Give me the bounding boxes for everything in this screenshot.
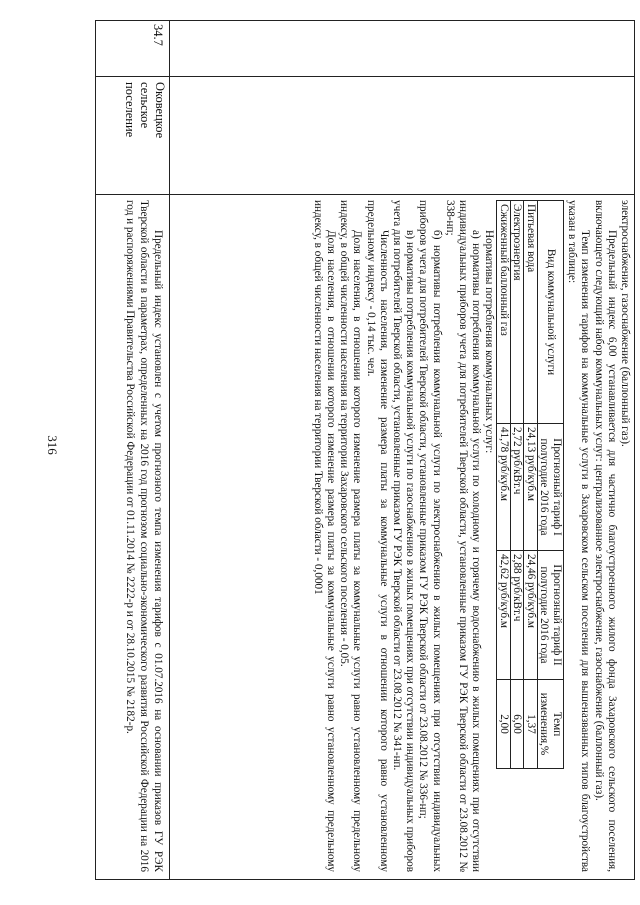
table-header: Вид коммунальной услуги xyxy=(537,201,563,424)
settlement-name xyxy=(122,82,167,142)
settlement-name-line: сельское xyxy=(138,82,152,129)
tariff-table xyxy=(496,200,564,769)
paragraph: б) нормативы потребления коммунальной услуги по электроснабжению в жилых помещениях при отсутствии индивидуальных приборов учета для потребителей Тверской области, установленные приказом ГУ РЭК Тверской области от 23.08.2012 № 336-нп; xyxy=(417,200,443,872)
paragraph: Доля населения, в отношении которого изменение размера платы за коммунальные услуги равно установленному предельному индексу, в общей численности населения на территории Тверской области - 0,0001 xyxy=(311,200,338,872)
table-cell: 2,00 xyxy=(497,680,511,769)
paragraph: а) нормативы потребления коммунальной услуги по холодному и горячему водоснабжению в жилых помещениях при отсутствии индивидуальных приборов учета для потребителей Тверской области, установленные приказом ГУ РЭК Тверской области от 23.08.2012 № 338-нп; xyxy=(443,200,483,872)
table-cell: 24,46 руб/куб.м xyxy=(524,551,538,680)
paragraph: Численность населения, изменение размера платы за коммунальные услуги в отношении которого равно установленному предельному индексу - 0,14 тыс. чел. xyxy=(364,200,390,872)
paragraph: электроснабжение, газоснабжение (баллонный газ). xyxy=(619,200,631,447)
table-row xyxy=(524,201,538,769)
lower-row-content xyxy=(122,200,165,872)
table-cell: 24,13 руб/куб.м xyxy=(524,424,538,551)
table-row xyxy=(497,201,511,769)
table-cell: 6,00 xyxy=(510,680,524,769)
table-header: Темп изменения,% xyxy=(537,680,563,769)
row-divider xyxy=(169,20,170,880)
paragraph: Предельный индекс 6,00 устанавливается для частично благоустроенного жилого фонда Захаровского сельского поселения, включающего следующий набор коммунальных услуг: централизованное электроснабжение, газоснабжение (баллонный газ). xyxy=(592,200,618,872)
settlement-name-line: Оковецкое xyxy=(153,82,167,139)
table-cell: 1,37 xyxy=(524,680,538,769)
column-divider xyxy=(95,194,635,195)
paragraph: Нормативы потребления коммунальных услуг: xyxy=(483,230,496,454)
paragraph: в) нормативы потребления коммунальной услуги по газоснабжению в жилых помещениях при отсутствии индивидуальных приборов учета для потребителей Тверской области, установленные приказом ГУ РЭК Тверской области от 23.08.2012 № 341-нп. xyxy=(391,200,417,872)
settlement-name-line: поселение xyxy=(123,82,137,138)
page-number: 316 xyxy=(45,435,60,455)
paragraph: Темп изменения тарифов на коммунальные услуги в Захаровском сельском поселении для вышеназванных типов благоустройства указан в таблице: xyxy=(566,200,592,872)
upper-row-content xyxy=(311,200,631,872)
paragraph: Предельный индекс установлен с учетом прогнозного темпа изменения тарифов с 01.07.2016 на основании приказов ГУ РЭК Тверской области в параметрах, определенных на 2016 год прогнозом социально-экономического развития Российской Федерации на 2016 год и распоряжениями Правительства Российской Федерации от 01.11.2014 № 2222-р и от 28.10.2015 № 2182-р. xyxy=(123,200,164,872)
paragraph: Доля населения, в отношении которого изменение размера платы за коммунальные услуги равно установленному предельному индексу, в общей численности населения на территории Захаровского сельского поселения - 0,05. xyxy=(338,200,364,872)
rotated-page xyxy=(95,20,635,880)
table-row xyxy=(510,201,524,769)
table-cell: 2,88 руб/кВт.ч xyxy=(510,551,524,680)
table-cell: Электроэнергия xyxy=(510,201,524,424)
table-cell: Сжиженный баллонный газ xyxy=(497,201,511,424)
column-divider xyxy=(95,76,635,77)
table-cell: 2,72 руб/кВт.ч xyxy=(510,424,524,551)
table-header-row xyxy=(537,201,563,769)
row-number: 34.7 xyxy=(151,24,165,46)
table-cell: 42,62 руб/куб.м xyxy=(497,551,511,680)
table-header: Прогнозный тариф II полугодие 2016 года xyxy=(537,551,563,680)
table-cell: Питьевая вода xyxy=(524,201,538,424)
table-cell: 41,78 руб/куб.м xyxy=(497,424,511,551)
table-header: Прогнозный тариф I полугодие 2016 года xyxy=(537,424,563,551)
